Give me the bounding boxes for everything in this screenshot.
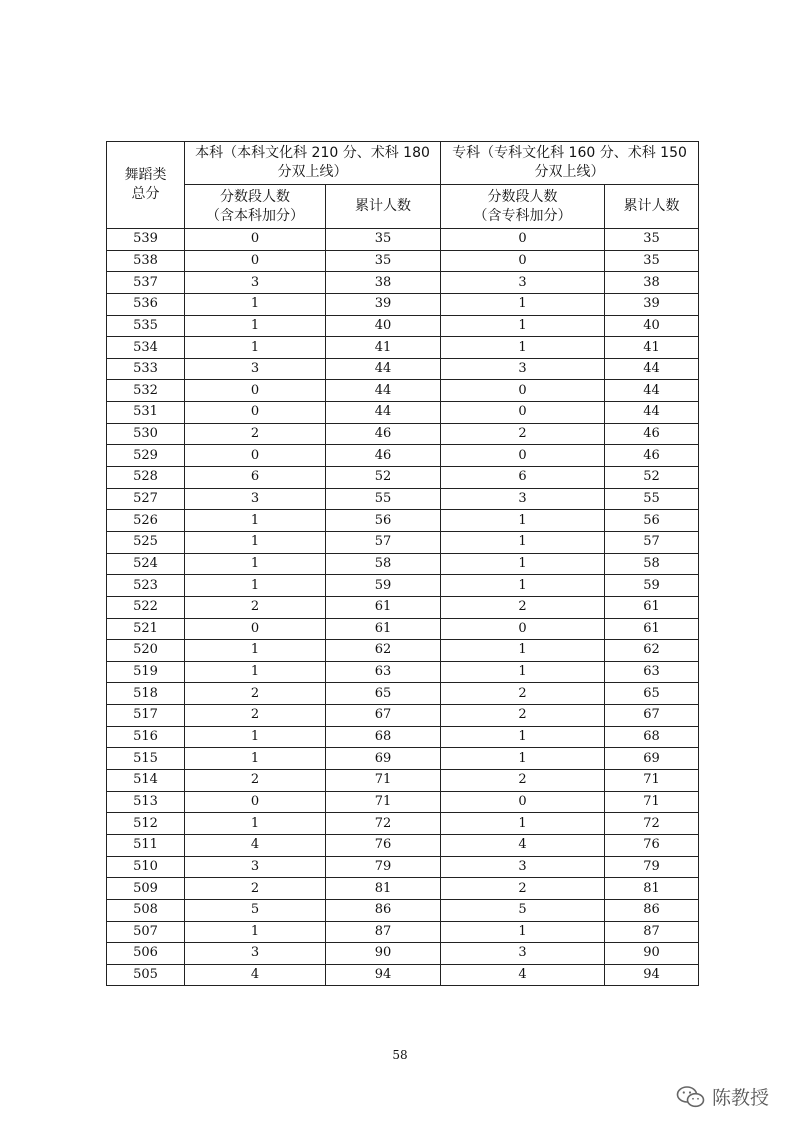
ug-segment-cell: 0 xyxy=(185,380,326,402)
jc-cumulative-cell: 59 xyxy=(605,575,699,597)
jc-segment-cell: 1 xyxy=(441,531,605,553)
jc-segment-cell: 1 xyxy=(441,337,605,359)
score-cell: 511 xyxy=(107,834,185,856)
score-cell: 519 xyxy=(107,661,185,683)
score-cell: 534 xyxy=(107,337,185,359)
jc-segment-cell: 2 xyxy=(441,705,605,727)
jc-cumulative-cell: 90 xyxy=(605,943,699,965)
ug-segment-cell: 3 xyxy=(185,488,326,510)
score-cell: 521 xyxy=(107,618,185,640)
ug-segment-cell: 2 xyxy=(185,705,326,727)
jc-segment-cell: 1 xyxy=(441,640,605,662)
jc-cumulative-cell: 67 xyxy=(605,705,699,727)
ug-segment-cell: 3 xyxy=(185,943,326,965)
jc-segment-cell: 1 xyxy=(441,748,605,770)
jc-cumulative-cell: 44 xyxy=(605,358,699,380)
table-row xyxy=(107,553,699,575)
jc-cumulative-cell: 52 xyxy=(605,467,699,489)
ug-cumulative-cell: 39 xyxy=(326,293,441,315)
score-table xyxy=(106,141,699,986)
score-cell: 507 xyxy=(107,921,185,943)
jc-cumulative-cell: 38 xyxy=(605,272,699,294)
ug-segment-cell: 1 xyxy=(185,510,326,532)
score-cell: 516 xyxy=(107,726,185,748)
jc-segment-cell: 4 xyxy=(441,964,605,986)
jc-segment-cell: 3 xyxy=(441,856,605,878)
ug-segment-cell: 0 xyxy=(185,250,326,272)
score-cell: 526 xyxy=(107,510,185,532)
ug-segment-cell: 0 xyxy=(185,791,326,813)
jc-cumulative-cell: 61 xyxy=(605,618,699,640)
ug-segment-cell: 3 xyxy=(185,856,326,878)
ug-segment-cell: 1 xyxy=(185,726,326,748)
table-row xyxy=(107,683,699,705)
watermark-text: 陈教授 xyxy=(712,1087,770,1109)
table-row xyxy=(107,575,699,597)
ug-segment-cell: 1 xyxy=(185,575,326,597)
jc-segment-cell: 1 xyxy=(441,661,605,683)
score-cell: 527 xyxy=(107,488,185,510)
table-row xyxy=(107,834,699,856)
score-cell: 510 xyxy=(107,856,185,878)
header-jc-segment: 分数段人数 （含专科加分） xyxy=(441,185,605,229)
score-cell: 536 xyxy=(107,293,185,315)
table-row xyxy=(107,250,699,272)
header-row-1 xyxy=(107,142,699,185)
header-score-column: 舞蹈类 总分 xyxy=(107,142,185,229)
ug-segment-cell: 2 xyxy=(185,770,326,792)
jc-cumulative-cell: 87 xyxy=(605,921,699,943)
ug-cumulative-cell: 55 xyxy=(326,488,441,510)
header-jc-cumulative: 累计人数 xyxy=(605,185,699,229)
score-cell: 509 xyxy=(107,878,185,900)
table-row xyxy=(107,878,699,900)
score-cell: 535 xyxy=(107,315,185,337)
jc-cumulative-cell: 35 xyxy=(605,250,699,272)
jc-cumulative-cell: 62 xyxy=(605,640,699,662)
score-cell: 505 xyxy=(107,964,185,986)
ug-cumulative-cell: 68 xyxy=(326,726,441,748)
ug-segment-cell: 0 xyxy=(185,229,326,251)
table-row xyxy=(107,272,699,294)
table-row xyxy=(107,661,699,683)
ug-cumulative-cell: 44 xyxy=(326,402,441,424)
table-row xyxy=(107,229,699,251)
wechat-icon xyxy=(676,1085,706,1109)
ug-cumulative-cell: 46 xyxy=(326,445,441,467)
ug-cumulative-cell: 65 xyxy=(326,683,441,705)
score-cell: 537 xyxy=(107,272,185,294)
ug-cumulative-cell: 59 xyxy=(326,575,441,597)
jc-segment-cell: 0 xyxy=(441,380,605,402)
ug-cumulative-cell: 81 xyxy=(326,878,441,900)
ug-cumulative-cell: 71 xyxy=(326,791,441,813)
jc-segment-cell: 1 xyxy=(441,921,605,943)
jc-cumulative-cell: 81 xyxy=(605,878,699,900)
ug-cumulative-cell: 76 xyxy=(326,834,441,856)
ug-segment-cell: 1 xyxy=(185,553,326,575)
jc-cumulative-cell: 39 xyxy=(605,293,699,315)
table-row xyxy=(107,293,699,315)
jc-cumulative-cell: 56 xyxy=(605,510,699,532)
jc-segment-cell: 3 xyxy=(441,488,605,510)
table-row xyxy=(107,964,699,986)
jc-cumulative-cell: 55 xyxy=(605,488,699,510)
jc-segment-cell: 3 xyxy=(441,358,605,380)
jc-segment-cell: 2 xyxy=(441,683,605,705)
ug-cumulative-cell: 61 xyxy=(326,618,441,640)
jc-cumulative-cell: 86 xyxy=(605,899,699,921)
ug-segment-cell: 1 xyxy=(185,640,326,662)
score-cell: 532 xyxy=(107,380,185,402)
jc-segment-cell: 2 xyxy=(441,878,605,900)
jc-cumulative-cell: 79 xyxy=(605,856,699,878)
jc-segment-cell: 6 xyxy=(441,467,605,489)
score-cell: 513 xyxy=(107,791,185,813)
table-row xyxy=(107,899,699,921)
ug-cumulative-cell: 41 xyxy=(326,337,441,359)
ug-cumulative-cell: 46 xyxy=(326,423,441,445)
jc-cumulative-cell: 72 xyxy=(605,813,699,835)
ug-cumulative-cell: 52 xyxy=(326,467,441,489)
jc-cumulative-cell: 57 xyxy=(605,531,699,553)
table-row xyxy=(107,315,699,337)
table-row xyxy=(107,510,699,532)
ug-segment-cell: 1 xyxy=(185,813,326,835)
ug-segment-cell: 1 xyxy=(185,337,326,359)
table-row xyxy=(107,531,699,553)
table-header xyxy=(107,142,699,229)
table-row xyxy=(107,337,699,359)
ug-cumulative-cell: 86 xyxy=(326,899,441,921)
ug-cumulative-cell: 61 xyxy=(326,596,441,618)
jc-cumulative-cell: 58 xyxy=(605,553,699,575)
jc-segment-cell: 0 xyxy=(441,402,605,424)
jc-segment-cell: 1 xyxy=(441,293,605,315)
score-cell: 515 xyxy=(107,748,185,770)
score-cell: 525 xyxy=(107,531,185,553)
ug-segment-cell: 1 xyxy=(185,531,326,553)
score-cell: 518 xyxy=(107,683,185,705)
table-row xyxy=(107,467,699,489)
jc-cumulative-cell: 44 xyxy=(605,402,699,424)
ug-cumulative-cell: 38 xyxy=(326,272,441,294)
ug-segment-cell: 2 xyxy=(185,423,326,445)
jc-segment-cell: 1 xyxy=(441,813,605,835)
jc-segment-cell: 5 xyxy=(441,899,605,921)
score-cell: 523 xyxy=(107,575,185,597)
ug-segment-cell: 4 xyxy=(185,834,326,856)
table-row xyxy=(107,596,699,618)
score-cell: 539 xyxy=(107,229,185,251)
score-cell: 524 xyxy=(107,553,185,575)
jc-cumulative-cell: 63 xyxy=(605,661,699,683)
score-cell: 522 xyxy=(107,596,185,618)
table-row xyxy=(107,921,699,943)
ug-segment-cell: 1 xyxy=(185,661,326,683)
jc-segment-cell: 2 xyxy=(441,423,605,445)
score-cell: 508 xyxy=(107,899,185,921)
ug-cumulative-cell: 35 xyxy=(326,229,441,251)
header-row-2 xyxy=(107,185,699,229)
ug-cumulative-cell: 69 xyxy=(326,748,441,770)
table-row xyxy=(107,358,699,380)
jc-cumulative-cell: 71 xyxy=(605,791,699,813)
jc-segment-cell: 0 xyxy=(441,250,605,272)
score-cell: 512 xyxy=(107,813,185,835)
ug-segment-cell: 4 xyxy=(185,964,326,986)
score-cell: 514 xyxy=(107,770,185,792)
jc-cumulative-cell: 44 xyxy=(605,380,699,402)
table-row xyxy=(107,856,699,878)
jc-segment-cell: 1 xyxy=(441,510,605,532)
jc-segment-cell: 0 xyxy=(441,618,605,640)
ug-cumulative-cell: 58 xyxy=(326,553,441,575)
ug-segment-cell: 2 xyxy=(185,878,326,900)
header-junior-group: 专科（专科文化科 160 分、术科 150 分双上线） xyxy=(441,142,699,185)
ug-cumulative-cell: 44 xyxy=(326,358,441,380)
score-cell: 530 xyxy=(107,423,185,445)
jc-cumulative-cell: 46 xyxy=(605,423,699,445)
ug-cumulative-cell: 57 xyxy=(326,531,441,553)
ug-segment-cell: 1 xyxy=(185,315,326,337)
score-cell: 529 xyxy=(107,445,185,467)
table-row xyxy=(107,640,699,662)
table-row xyxy=(107,770,699,792)
jc-segment-cell: 1 xyxy=(441,726,605,748)
jc-cumulative-cell: 71 xyxy=(605,770,699,792)
ug-cumulative-cell: 62 xyxy=(326,640,441,662)
score-cell: 520 xyxy=(107,640,185,662)
jc-segment-cell: 1 xyxy=(441,553,605,575)
score-cell: 538 xyxy=(107,250,185,272)
jc-cumulative-cell: 35 xyxy=(605,229,699,251)
table-row xyxy=(107,618,699,640)
score-cell: 531 xyxy=(107,402,185,424)
table-row xyxy=(107,705,699,727)
jc-segment-cell: 3 xyxy=(441,943,605,965)
jc-segment-cell: 4 xyxy=(441,834,605,856)
ug-segment-cell: 3 xyxy=(185,358,326,380)
jc-segment-cell: 0 xyxy=(441,445,605,467)
ug-segment-cell: 1 xyxy=(185,921,326,943)
page-number: 58 xyxy=(392,1048,408,1062)
ug-cumulative-cell: 90 xyxy=(326,943,441,965)
jc-segment-cell: 0 xyxy=(441,791,605,813)
watermark xyxy=(676,1083,769,1110)
header-ug-cumulative: 累计人数 xyxy=(326,185,441,229)
jc-cumulative-cell: 76 xyxy=(605,834,699,856)
ug-segment-cell: 0 xyxy=(185,618,326,640)
ug-segment-cell: 6 xyxy=(185,467,326,489)
table-row xyxy=(107,402,699,424)
header-undergrad-group: 本科（本科文化科 210 分、术科 180 分双上线） xyxy=(185,142,441,185)
jc-cumulative-cell: 46 xyxy=(605,445,699,467)
ug-segment-cell: 0 xyxy=(185,402,326,424)
header-ug-segment: 分数段人数 （含本科加分） xyxy=(185,185,326,229)
jc-segment-cell: 2 xyxy=(441,596,605,618)
ug-cumulative-cell: 67 xyxy=(326,705,441,727)
jc-segment-cell: 1 xyxy=(441,575,605,597)
score-cell: 533 xyxy=(107,358,185,380)
ug-cumulative-cell: 94 xyxy=(326,964,441,986)
ug-segment-cell: 1 xyxy=(185,293,326,315)
ug-segment-cell: 0 xyxy=(185,445,326,467)
jc-cumulative-cell: 65 xyxy=(605,683,699,705)
ug-cumulative-cell: 56 xyxy=(326,510,441,532)
ug-cumulative-cell: 87 xyxy=(326,921,441,943)
table-row xyxy=(107,791,699,813)
ug-cumulative-cell: 72 xyxy=(326,813,441,835)
ug-cumulative-cell: 63 xyxy=(326,661,441,683)
jc-cumulative-cell: 61 xyxy=(605,596,699,618)
ug-cumulative-cell: 79 xyxy=(326,856,441,878)
table-row xyxy=(107,943,699,965)
score-cell: 528 xyxy=(107,467,185,489)
table-row xyxy=(107,813,699,835)
ug-segment-cell: 5 xyxy=(185,899,326,921)
ug-segment-cell: 2 xyxy=(185,683,326,705)
ug-cumulative-cell: 40 xyxy=(326,315,441,337)
table-row xyxy=(107,445,699,467)
ug-segment-cell: 1 xyxy=(185,748,326,770)
jc-segment-cell: 1 xyxy=(441,315,605,337)
jc-segment-cell: 0 xyxy=(441,229,605,251)
ug-cumulative-cell: 35 xyxy=(326,250,441,272)
ug-segment-cell: 2 xyxy=(185,596,326,618)
score-cell: 506 xyxy=(107,943,185,965)
table-row xyxy=(107,380,699,402)
table-row xyxy=(107,423,699,445)
jc-segment-cell: 3 xyxy=(441,272,605,294)
table-row xyxy=(107,726,699,748)
jc-cumulative-cell: 94 xyxy=(605,964,699,986)
ug-cumulative-cell: 71 xyxy=(326,770,441,792)
jc-segment-cell: 2 xyxy=(441,770,605,792)
table-body xyxy=(107,229,699,986)
jc-cumulative-cell: 40 xyxy=(605,315,699,337)
ug-cumulative-cell: 44 xyxy=(326,380,441,402)
score-cell: 517 xyxy=(107,705,185,727)
jc-cumulative-cell: 69 xyxy=(605,748,699,770)
table-row xyxy=(107,748,699,770)
jc-cumulative-cell: 68 xyxy=(605,726,699,748)
table-row xyxy=(107,488,699,510)
ug-segment-cell: 3 xyxy=(185,272,326,294)
jc-cumulative-cell: 41 xyxy=(605,337,699,359)
